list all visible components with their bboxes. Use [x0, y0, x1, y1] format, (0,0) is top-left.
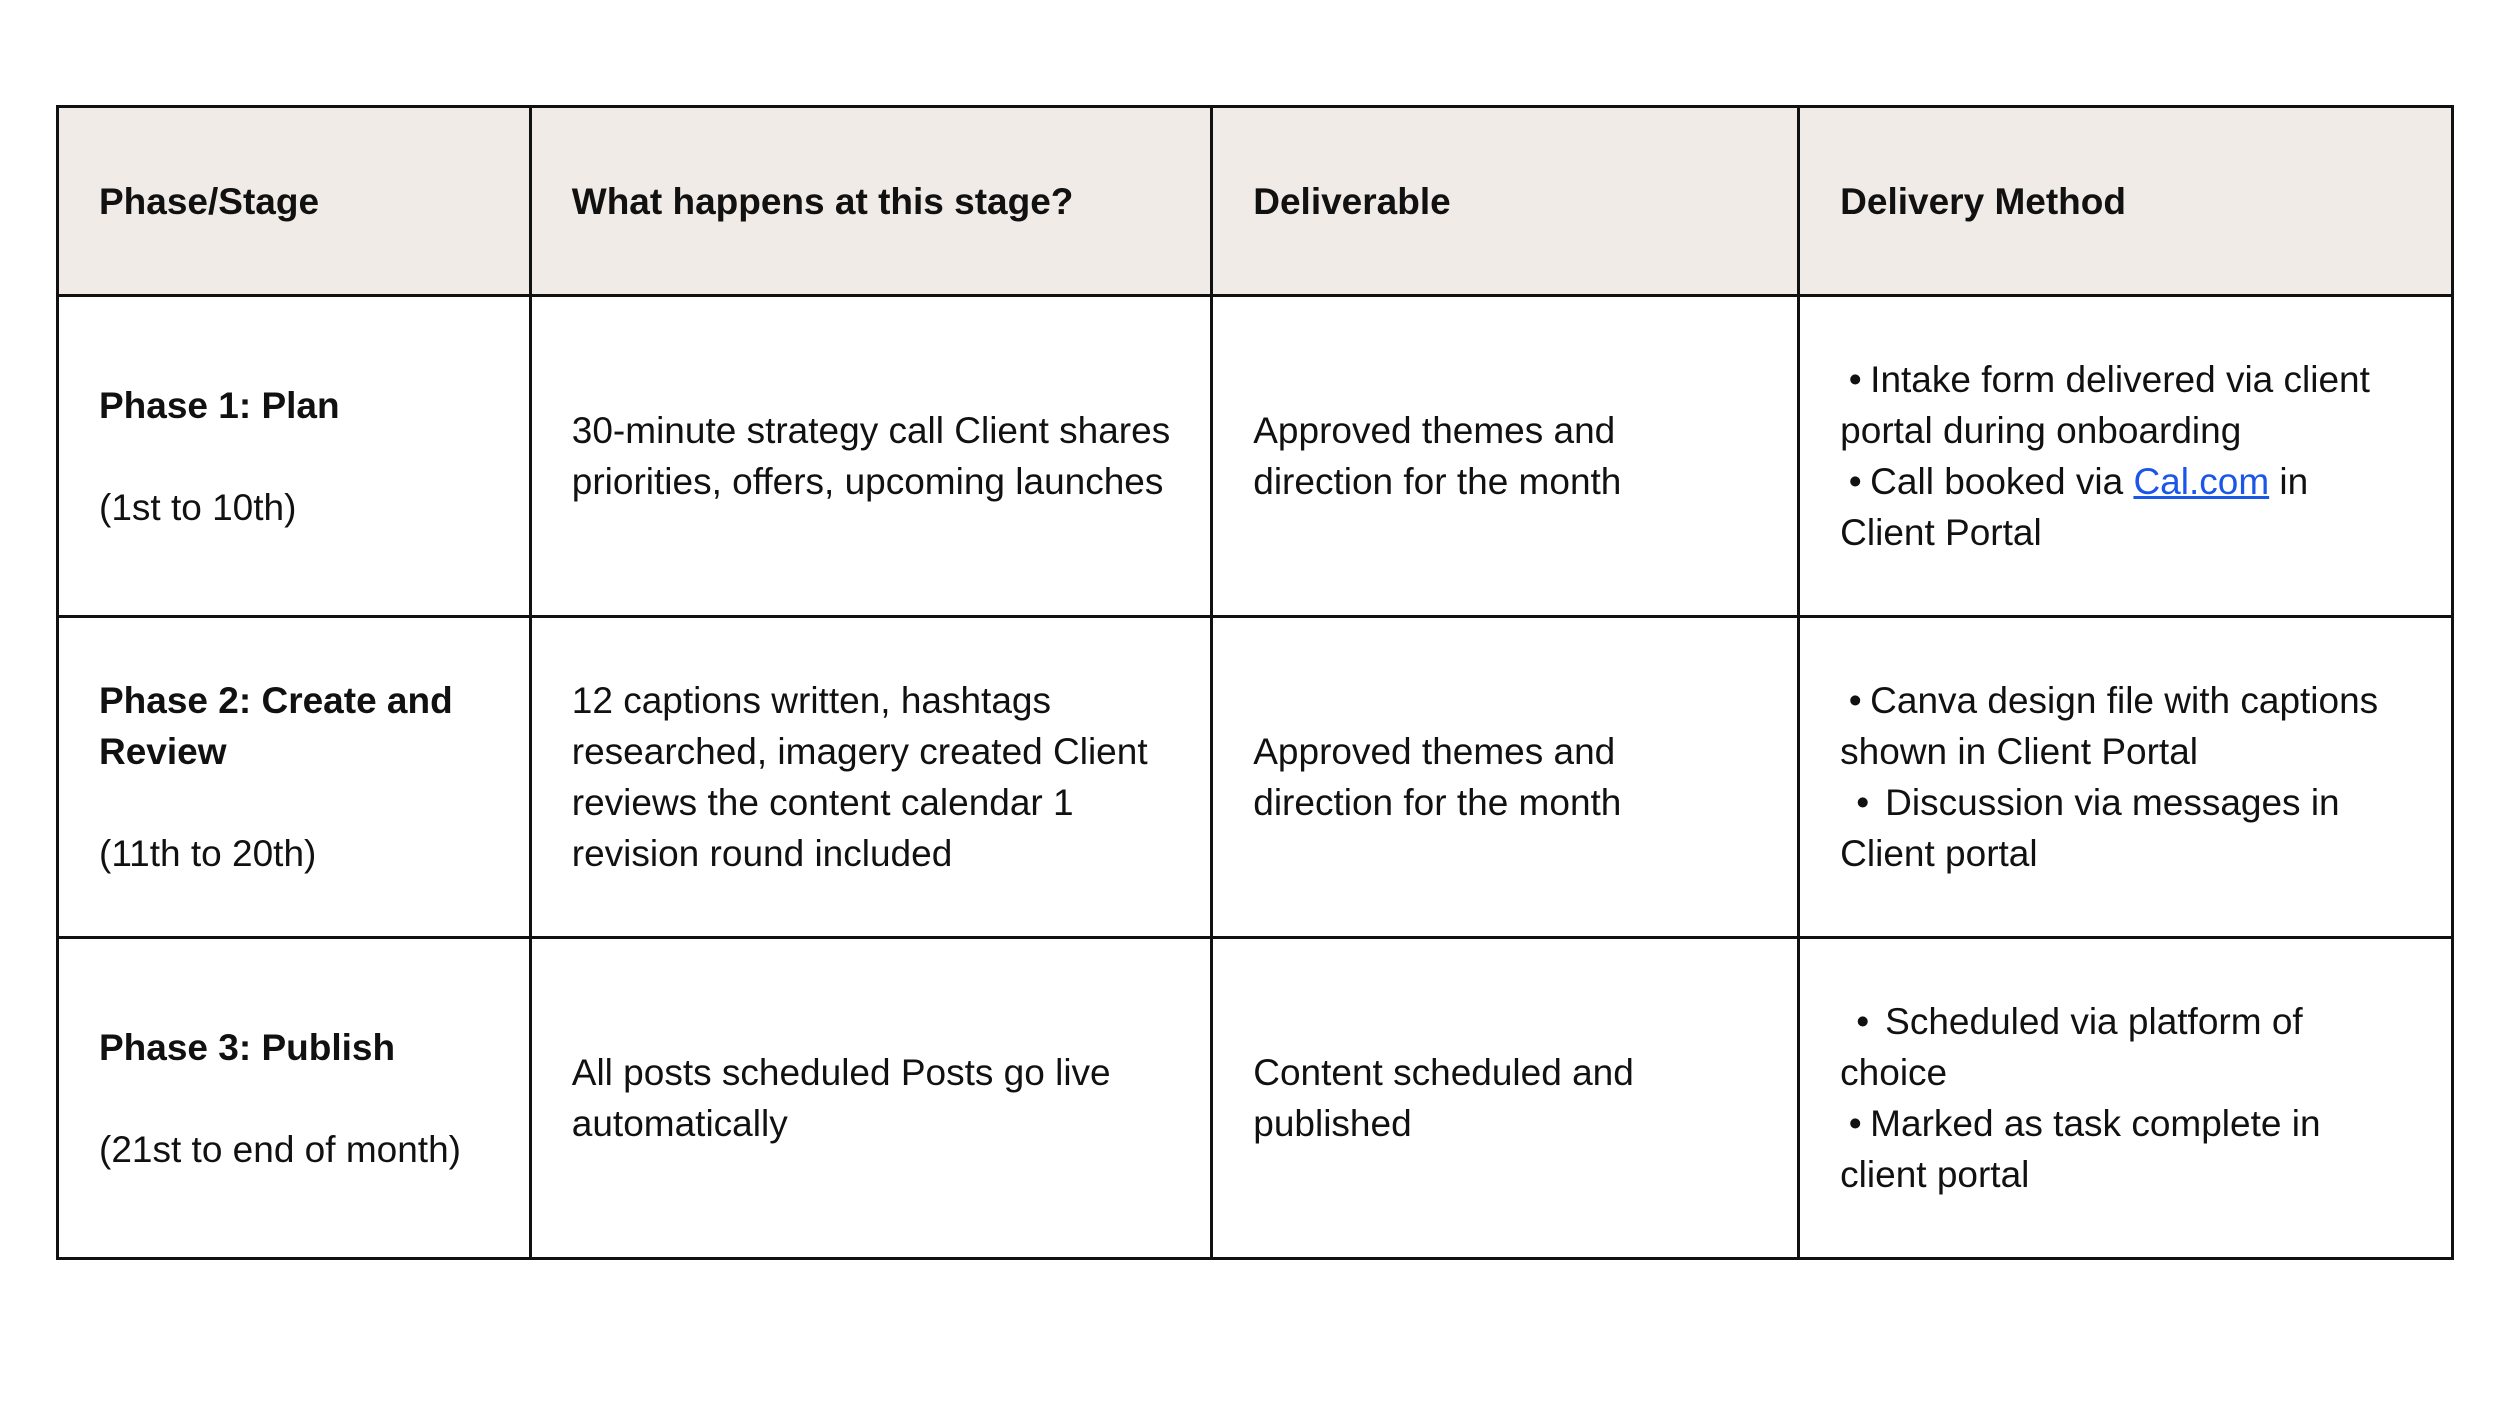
phase-cell [58, 617, 531, 938]
delivery-bullet: • Discussion via messages in Client portal [1840, 777, 2411, 879]
phase-range: (11th to 20th) [99, 833, 317, 874]
bullet-icon: • [1848, 461, 1862, 502]
what-happens-cell: 12 captions written, hashtags researched, imagery created Client reviews the content calendar 1 revision round included [530, 617, 1211, 938]
bullet-icon: • [1856, 1001, 1870, 1042]
header-phase-stage: Phase/Stage [58, 107, 531, 296]
bullet-icon: • [1848, 359, 1862, 400]
delivery-bullet: • Scheduled via platform of choice [1840, 996, 2411, 1098]
deliverable-cell: Approved themes and direction for the month [1212, 296, 1799, 617]
phase-range: (21st to end of month) [99, 1128, 461, 1170]
cal-com-link[interactable]: Cal.com [2133, 461, 2270, 502]
table-row [58, 938, 2453, 1259]
deliverable-cell: Approved themes and direction for the month [1212, 617, 1799, 938]
phase-title: Phase 2: Create and Review [99, 680, 453, 772]
delivery-method-cell [1799, 296, 2453, 617]
phase-title: Phase 3: Publish [99, 1026, 396, 1068]
table-row [58, 296, 2453, 617]
phase-title: Phase 1: Plan [99, 384, 340, 426]
process-table [56, 105, 2454, 1260]
what-happens-cell: All posts scheduled Posts go live automatically [530, 938, 1211, 1259]
delivery-bullet: • Canva design file with captions shown in Client Portal [1840, 675, 2411, 777]
deliverable-cell: Content scheduled and published [1212, 938, 1799, 1259]
delivery-bullet: • Marked as task complete in client portal [1840, 1098, 2411, 1200]
bullet-icon: • [1848, 1103, 1862, 1144]
phase-cell [58, 938, 531, 1259]
bullet-icon: • [1848, 680, 1862, 721]
table-header-row [58, 107, 2453, 296]
delivery-method-cell [1799, 938, 2453, 1259]
phase-cell [58, 296, 531, 617]
what-happens-cell: 30-minute strategy call Client shares priorities, offers, upcoming launches [530, 296, 1211, 617]
delivery-bullet: • Intake form delivered via client portal during onboarding [1840, 354, 2411, 456]
table-row [58, 617, 2453, 938]
delivery-bullet: • Call booked via Cal.com in Client Portal [1840, 456, 2411, 558]
header-deliverable: Deliverable [1212, 107, 1799, 296]
header-what-happens: What happens at this stage? [530, 107, 1211, 296]
delivery-method-cell [1799, 617, 2453, 938]
bullet-icon: • [1856, 782, 1870, 823]
header-delivery-method: Delivery Method [1799, 107, 2453, 296]
phase-range: (1st to 10th) [99, 486, 297, 528]
